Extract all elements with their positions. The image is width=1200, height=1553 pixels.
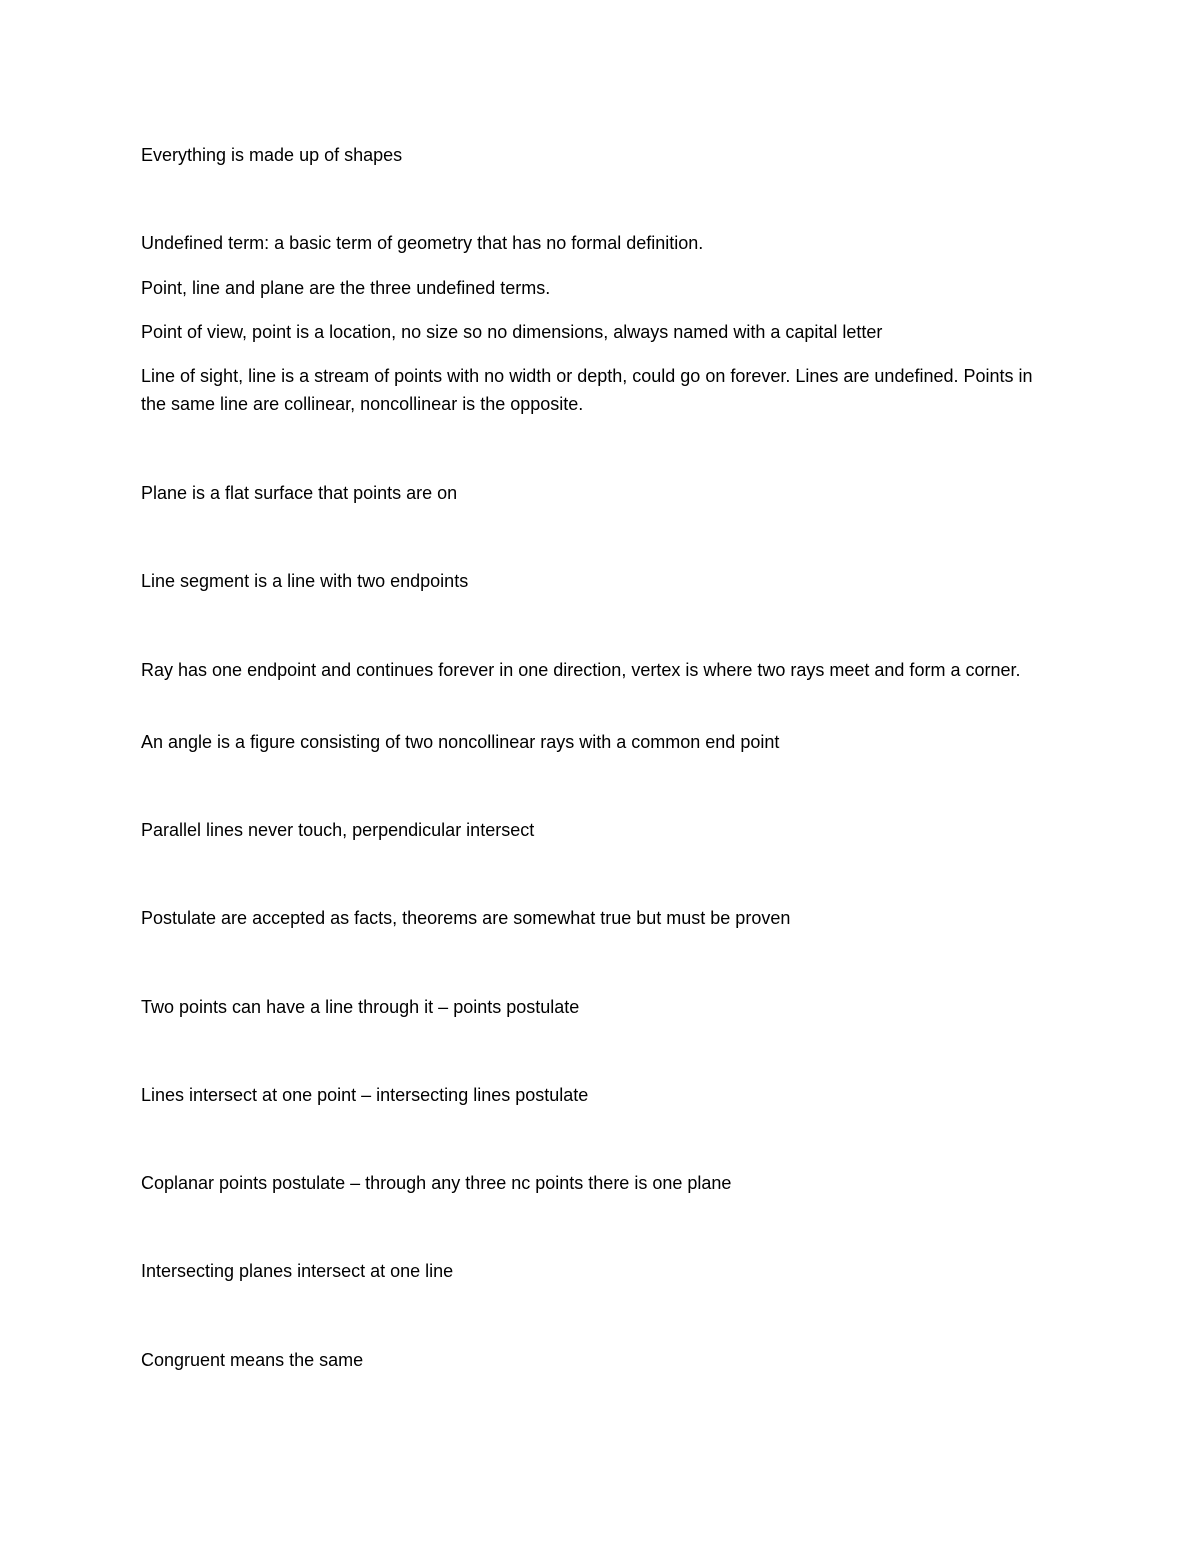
paragraph-point: Point of view, point is a location, no size so no dimensions, always named with a capital letter [141,322,883,342]
paragraph-angle: An angle is a figure consisting of two noncollinear rays with a common end point [141,732,780,752]
paragraph-postulate: Postulate are accepted as facts, theorems are somewhat true but must be proven [141,908,791,928]
paragraph-undefined-term: Undefined term: a basic term of geometry that has no formal definition. [141,233,704,253]
paragraph-ray: Ray has one endpoint and continues forever in one direction, vertex is where two rays meet and form a corner. [141,660,1021,680]
paragraph-line: Line of sight, line is a stream of points with no width or depth, could go on forever. Lines are undefined. Points in the same line are collinear, noncollinear is the opposite. [141,366,1033,414]
paragraph-plane: Plane is a flat surface that points are on [141,483,458,503]
paragraph-congruent: Congruent means the same [141,1350,364,1370]
paragraph-coplanar: Coplanar points postulate – through any three nc points there is one plane [141,1173,732,1193]
paragraph-intersecting-lines: Lines intersect at one point – intersecting lines postulate [141,1085,589,1105]
paragraph-three-terms: Point, line and plane are the three undefined terms. [141,278,551,298]
paragraph-line-segment: Line segment is a line with two endpoints [141,571,469,591]
paragraph-points-postulate: Two points can have a line through it – points postulate [141,997,580,1017]
paragraph-shapes: Everything is made up of shapes [141,145,403,165]
paragraph-intersecting-planes: Intersecting planes intersect at one line [141,1261,454,1281]
paragraph-parallel: Parallel lines never touch, perpendicular intersect [141,820,535,840]
